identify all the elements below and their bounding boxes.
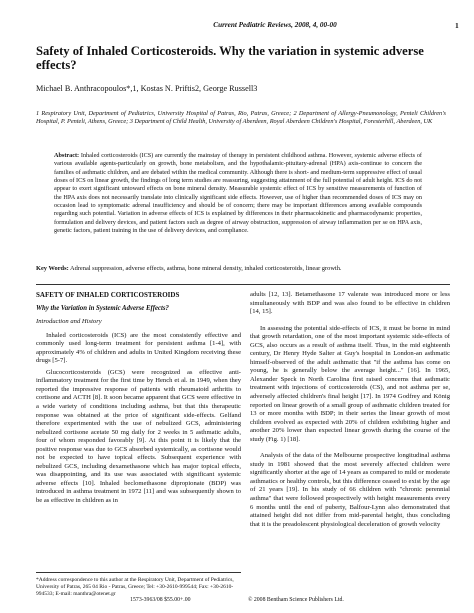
left-column [36,291,241,506]
abstract-block [54,152,422,235]
page-number: 1 [455,21,459,30]
abstract-text: Inhaled corticosteroids (ICS) are currently the mainstay of therapy in persistent childhood asthma. However, systemic adverse effects of various available agents-particularly on growth, bone metabolism, and the hypothalamic-pituitary-adrenal (HPA) axis-continue to concern the families of asthmatic children, and are debated within the medical community. Although there is short- and medium-term suppressive effect of usual doses of ICS on linear growth, the findings of long term studies are reassuring, suggesting attainment of the full potential of adult height. ICS do not appear to exert significant untoward effects on bone mineral density. Measurable systemic effect of ICS by sensitive measurements of function of the HPA axis does not necessarily translate into clinically significant side effects. However, use of higher than recommended doses of ICS may on occasion lead to symptomatic adrenal insufficiency and should be of concern; there may be important differences among available compounds regarding such potential. Variation in adverse effects of ICS is explained by differences in their pharmacokinetic and pharmacodynamic properties, formulation and delivery devices, and patient factors such as degree of airway obstruction, suppression of airway inflammation per se on HPA axis, genetic factors, patient training in the use of delivery devices, and compliance. [54,152,422,235]
keywords-block [36,265,450,273]
paragraph: adults [12, 13]. Betamethasone 17 valerate was introduced more or less simultaneously with BDP and was also found to be effective in children [14, 15]. [250,291,450,316]
divider [36,284,450,285]
author-list: Michael B. Anthracopoulos*,1, Kostas N. Priftis2, George Russell3 [36,84,258,93]
copyright: © 2008 Bentham Science Publishers Ltd. [248,597,344,603]
keywords-text: Adrenal suppression, adverse effects, asthma, bone mineral density, inhaled corticosteroids, linear growth. [68,265,342,272]
correspondence-footnote: *Address correspondence to this author at the Respiratory Unit, Department of Pediatrics, University of Patras, 265 04 Rio - Patras, Greece; Tel: +30-2610-999544; Fax: +30-2610-994533; E-mail: manthra@otenet.gr [36,577,234,597]
paragraph: Analysis of the data of the Melbourne prospective longitudinal asthma study in 1981 showed that the most severely affected children were significantly shorter at the age of 14 years as compared to mild or moderate asthmatics or healthy controls, but this difference ceased to exist by the age of 21 years [19]. In his study of 66 children with "chronic perennial asthma" that were followed prospectively with height measurements every 6 months until the end of puberty, Balfour-Lynn also demonstrated that attained height did not differ from mid-parental height, thus concluding that it is the preadolescent physiological deceleration of growth velocity [250,452,450,528]
page-footer [0,597,474,603]
article-title: Safety of Inhaled Corticosteroids. Why the variation in systemic adverse effects? [36,44,424,72]
subsection-heading: Why the Variation in Systemic Adverse Effects? [36,304,169,312]
paragraph: Inhaled corticosteroids (ICS) are the most consistently effective and commonly used long-term treatment for persistent asthma [1-4], with approximately 4% of children and adults in United Kingdom receiving these drugs [5-7]. [36,331,241,365]
keywords-label: Key Words: [36,265,69,272]
section-heading: SAFETY OF INHALED CORTICOSTEROIDS [36,291,180,299]
sub-subheading: Introduction and History [36,318,102,326]
journal-header: Current Pediatric Reviews, 2008, 4, 00-00 [213,21,337,29]
right-column [250,291,450,529]
affiliations: 1 Respiratory Unit, Department of Pediatrics, University Hospital of Patras, Rio, Patras, Greece; 2 Department of Allergy-Pneumonology, Penteli Children's Hospital, P. Penteli, Athens, Greece; 3 Department of Child Health, University of Aberdeen, Royal Aberdeen Children's Hospital, Foresterhill, Aberdeen, UK [36,110,446,126]
paragraph: Glucocorticosteroids (GCS) were recognized as effective anti-inflammatory treatment for the first time by Hench et al. in 1949, when they reported the impressive response of patients with rheumatoid arthritis to cortisone and ACTH [8]. It soon became apparent that GCS were effective in a wide variety of conditions including asthma, but that this therapeutic response was obtained at the price of significant side-effects. Gelfand therefore experimented with the use of nebulized GCS, administering nebulized cortisone acetate 50 mg daily for 2 weeks in 5 asthmatic adults, four of whom responded favorably [9]. At this point it is likely that the positive response was due to GCS absorbed systemically, as cortisone would not be expected to have topical effects. Subsequent experience with nebulized GCS, including dexamethasone which has major topical effects, was disappointing, and its use was associated with significant systemic adverse effects [10]. Inhaled beclomethasone dipropionate (BDP) was introduced in asthma treatment in 1972 [11] and was subsequently shown to be as effective in children as in [36,368,241,505]
paragraph: In assessing the potential side-effects of ICS, it must be borne in mind that growth retardation, one of the most important systemic side-effects of GCS, also occurs as a result of asthma itself. Thus, in the mid eighteenth century, Dr Henry Hyde Salter at Guy's hospital in London-an asthmatic himself-observed of the adult asthmatic that "if the asthma has come on young, he is generally below the average height..." [16]. In 1965, Alexander Speck in North Carolina first raised concerns that asthmatic treatment with injections of corticosteroids (CS), and not asthma per se, adversely affected children's final height [17]. In 1974 Godfrey and König reported on linear growth of a small group of asthmatic children treated for 13 or more months with BDP; in their series the linear growth of most children evolved as expected with 20% of children exhibiting higher and another 20% lower than expected linear growth during the course of the study (Fig. 1) [18]. [250,324,450,443]
issn-price: 1573-3963/08 $55.00+.00 [130,597,191,603]
abstract-label: Abstract: [54,152,80,159]
